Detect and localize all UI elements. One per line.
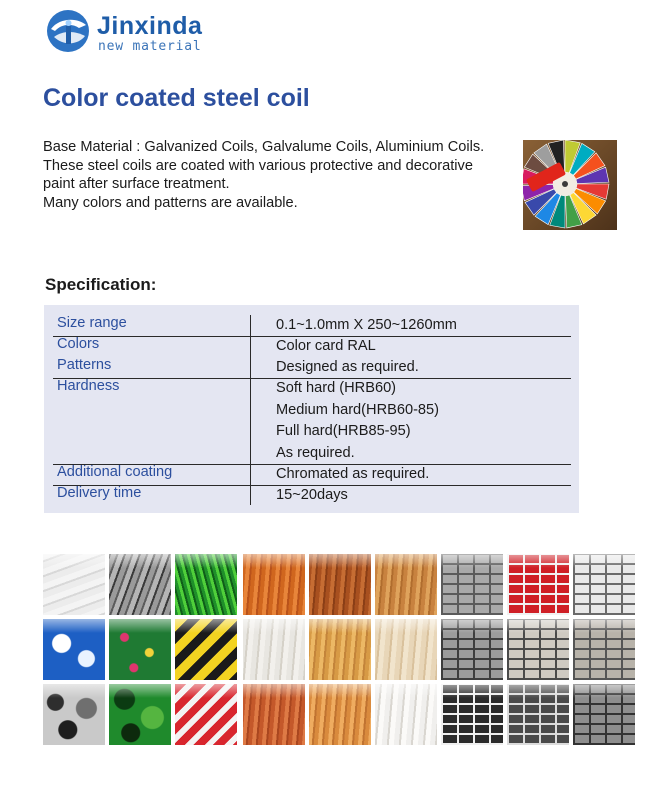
spec-table xyxy=(44,305,579,513)
spec-value: Color card RAL xyxy=(276,338,376,354)
red-white-stripe-coil xyxy=(175,684,237,745)
spec-value: Soft hard (HRB60) xyxy=(276,380,397,396)
green-grass-pattern-coil xyxy=(175,554,237,615)
product-description xyxy=(43,138,523,212)
green-flower-pattern-coil xyxy=(109,619,171,680)
dark-brick-coil xyxy=(507,684,569,745)
spec-value: Designed as required. xyxy=(276,359,419,375)
spec-key: Patterns xyxy=(57,357,112,373)
grey-camouflage-coil xyxy=(43,684,105,745)
jinxinda-logo-icon xyxy=(45,8,91,54)
oak-wood-grain-coil xyxy=(309,619,371,680)
red-wood-grain-coil xyxy=(243,684,305,745)
brand-tagline: new material xyxy=(98,39,202,54)
page-title: Color coated steel coil xyxy=(43,84,310,112)
grey-stone-brick-coil xyxy=(573,684,635,745)
gallery-pattern-coils xyxy=(43,554,237,745)
spec-value: 15~20days xyxy=(276,487,348,503)
spec-value: Chromated as required. xyxy=(276,466,430,482)
blue-sky-cloud-coil xyxy=(43,619,105,680)
spec-heading: Specification: xyxy=(45,275,157,294)
spec-key: Hardness xyxy=(57,378,120,394)
ral-color-fan-icon xyxy=(523,140,617,230)
spec-key: Colors xyxy=(57,336,100,352)
description-line: Base Material : Galvanized Coils, Galvalume Coils, Aluminium Coils. xyxy=(43,139,485,155)
white-marble-coil xyxy=(43,554,105,615)
brand-logo xyxy=(45,8,245,58)
description-line: paint after surface treatment. xyxy=(43,176,230,192)
brand-name: Jinxinda xyxy=(97,12,203,40)
stone-brick-coil xyxy=(441,619,503,680)
spec-key: Size range xyxy=(57,315,127,331)
black-brick-coil xyxy=(441,684,503,745)
gallery-wood-grain-coils xyxy=(243,554,437,745)
beige-brick-coil xyxy=(573,619,635,680)
grey-tree-pattern-coil xyxy=(109,554,171,615)
red-brick-coil xyxy=(507,554,569,615)
orange-wood-grain-coil xyxy=(243,554,305,615)
light-wood-grain-coil xyxy=(375,554,437,615)
white-wood-grain-coil xyxy=(243,619,305,680)
spec-value: 0.1~1.0mm X 250~1260mm xyxy=(276,317,457,333)
spec-key: Delivery time xyxy=(57,485,142,501)
yellow-black-stripe-coil xyxy=(175,619,237,680)
green-camouflage-coil xyxy=(109,684,171,745)
gallery-brick-coils xyxy=(441,554,635,745)
cream-brick-coil xyxy=(507,619,569,680)
white-brick-coil xyxy=(573,554,635,615)
white-stripe-wood-coil xyxy=(375,684,437,745)
description-line: These steel coils are coated with various protective and decorative xyxy=(43,157,473,174)
spec-value: As required. xyxy=(276,444,355,461)
spec-value: Full hard(HRB85-95) xyxy=(276,423,411,439)
spec-divider xyxy=(250,315,251,505)
description-line: Many colors and patterns are available. xyxy=(43,194,298,211)
spec-key: Additional coating xyxy=(57,464,173,480)
grey-brick-coil xyxy=(441,554,503,615)
spec-value: Medium hard(HRB60-85) xyxy=(276,401,440,418)
pale-wood-grain-coil xyxy=(375,619,437,680)
maple-wood-grain-coil xyxy=(309,684,371,745)
brown-wood-grain-coil xyxy=(309,554,371,615)
